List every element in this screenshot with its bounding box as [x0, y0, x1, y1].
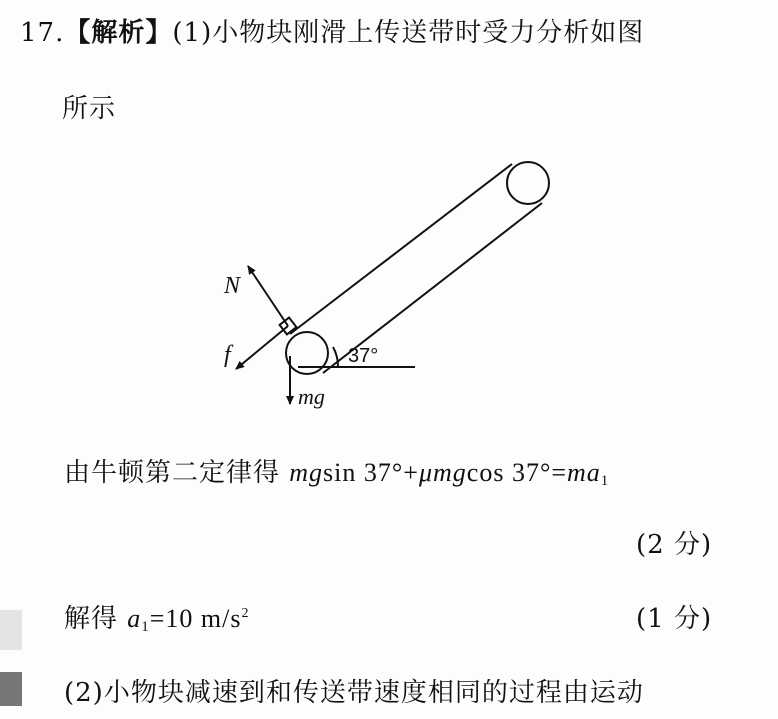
part2-label: (2) [64, 678, 104, 708]
eq1-score: (2 分) [636, 530, 713, 560]
eq2-subscript: 1 [141, 619, 150, 635]
eq1-sin: sin 37°+ [323, 458, 419, 487]
eq1-mu: μ [418, 458, 434, 487]
part2-line [64, 672, 644, 709]
friction-force-arrow [236, 326, 288, 369]
tag-open: 【 [64, 18, 92, 48]
heading-text: 小物块刚滑上传送带时受力分析如图 [212, 18, 645, 48]
eq2-value: =10 m/s [149, 604, 242, 633]
eq1-ma: ma [567, 458, 601, 487]
tag-close: 】 [145, 18, 173, 48]
label-mg: mg [298, 384, 325, 409]
belt-upper-edge [290, 164, 512, 334]
eq2-var: a [127, 604, 142, 633]
scan-artifact [0, 610, 22, 650]
normal-force-arrow [248, 266, 288, 326]
eq2-superscript: 2 [241, 606, 250, 621]
equation-result [64, 598, 250, 636]
problem-number: 17. [20, 18, 65, 48]
top-roller [507, 162, 549, 204]
eq1-prefix: 由牛顿第二定律得 [64, 458, 290, 488]
analysis-tag: 解析 [91, 18, 146, 48]
eq1-cos: cos 37°= [466, 458, 568, 487]
heading-text-continued: 所示 [62, 94, 117, 124]
part2-text: 小物块减速到和传送带速度相同的过程由运动 [103, 678, 644, 708]
eq1-mg-1: mg [289, 458, 324, 487]
eq2-score: (1 分) [636, 604, 713, 634]
equation-newton [64, 452, 609, 490]
label-N: N [224, 273, 241, 299]
part-number: (1) [172, 18, 213, 48]
eq2-prefix: 解得 [64, 604, 128, 634]
eq1-mg-2: mg [433, 458, 467, 487]
label-angle: 37° [348, 345, 379, 367]
label-f: f [224, 342, 231, 368]
scan-artifact [0, 672, 22, 706]
eq1-subscript: 1 [600, 473, 610, 489]
